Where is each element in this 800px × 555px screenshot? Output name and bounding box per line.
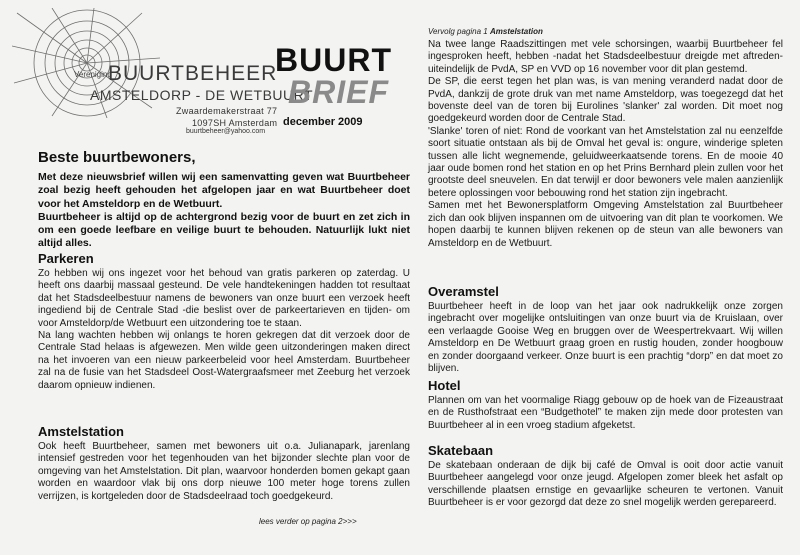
section-heading: Amstelstation: [38, 424, 124, 439]
intro-block: [38, 171, 410, 251]
section-paragraph: Na twee lange Raadszittingen met vele schorsingen, waarbij Buurtbeheer fel ingesproken heeft, hebben -nadat het Stadsdeelbestuur dreigde met aftreden- uiteindelijk de PvdA, SP en VVD op 16 november voor dit plan gestemd.: [428, 39, 783, 75]
address-city: 1097SH Amsterdam: [192, 118, 278, 128]
continued-label-text: Vervolg pagina 1: [428, 27, 488, 36]
section-heading: Overamstel: [428, 284, 499, 299]
section-paragraph: 'Slanke' toren of niet: Rond de voorkant van het Amstelstation zal nu eenzelfde soort situatie ontstaan als bij de Omval het geval is: ongure, winderige spleten tussen alle licht wegnemende, geluidweerkaatsende torens. En de mooie 40 jaar oude bomen rond het station en op het Prins Bernhard plein zullen voor het grootste deel sneuvelen. En dat terwijl er door bewoners vele malen aanzienlijk betere oplossingen voor bebouwing rond het station zijn ingebracht.: [428, 125, 783, 199]
section-paragraph: Buurtbeheer heeft in de loop van het jaar ook nadrukkelijk onze zorgen ingebracht over mogelijke ontsluitingen van onze buurt via de Kruislaan, over een verlaagde Gooise Weg en bruggen over de Weespertrekvaart. Wij willen Amsteldorp en De Wetbuurt graag groen en rustig houden, zonder hoogbouw en zonder doorgaand verkeer. Onze buurt is een prachtig “dorp” en dat moet zo blijven.: [428, 301, 783, 375]
newsletter-title-line1: BUURT: [275, 42, 392, 78]
org-small-label: Vereniging: [74, 70, 112, 79]
newsletter-title-line2: BRIEF: [288, 74, 389, 110]
section-paragraph: Zo hebben wij ons ingezet voor het behoud van gratis parkeren op zaterdag. U heeft ons daarbij massaal gesteund. De vele handtekeningen hadden tot resultaat dat het Stadsdeelbestuur namens de bewoners van onze buurt een verzoek heeft ingediend bij de Centrale Stad -die beslist over de parkeertarieven en tijden- om voor Amsteldorp/de Wetbuurt een uitzondering toe te staan.: [38, 268, 410, 329]
org-subtitle: AMSTELDORP - DE WETBUURT: [90, 87, 314, 103]
org-name: BUURTBEHEER: [108, 62, 278, 85]
masthead: [0, 0, 410, 150]
continued-label: [428, 27, 543, 36]
continue-on-page-2-note: lees verder op pagina 2>>>: [259, 517, 357, 526]
section-amstelstation-continued: [428, 39, 783, 250]
section-heading: Hotel: [428, 378, 461, 393]
section-parkeren: [38, 251, 410, 392]
section-paragraph: Na lang wachten hebben wij onlangs te horen gekregen dat dit verzoek door de Centrale Stad helaas is afgewezen. Men wilde geen uitzonderingen maken direct na het invoeren van een nieuw parkeerbeleid voor heel Amsterdam. Buurtbeheer zal na de fusie van het Stadsdeel Oost-Watergraafsmeer met Zeeburg het verzoek daarom opnieuw indienen.: [38, 330, 410, 391]
section-paragraph: Ook heeft Buurtbeheer, samen met bewoners uit o.a. Julianapark, jarenlang intensief gestreden voor het tegenhouden van het bijzonder slechte plan voor de omgeving van het Amstelstation. Dit plan, waarvoor honderden bomen gekapt gaan worden en waardoor vlak bij ons dorp nieuwe 100 meter hoge torens zullen verrijzen, is kortgeleden door de Stadsdeelraad toch goedgekeurd.: [38, 441, 410, 502]
continued-label-topic: Amstelstation: [489, 27, 543, 36]
address-street: Zwaardemakerstraat 77: [176, 106, 278, 116]
section-amstelstation: [38, 424, 410, 503]
section-paragraph: Plannen om van het voormalige Riagg gebouw op de hoek van de Fizeaustraat en de Rusthofstraat een “Budgethotel” te maken zijn mede door protesten van Buurtbeheer al in een vroeg stadium afgeketst.: [428, 395, 783, 431]
section-paragraph: Samen met het Bewonersplatform Omgeving Amstelstation zal Buurtbeheer zich dan ook blijven inspannen om de uitvoering van dit plan te voorkomen. We hopen daarbij te kunnen blijven rekenen op de steun van alle bewoners van Amsteldorp en de Wetbuurt.: [428, 200, 783, 249]
section-paragraph: De SP, die eerst tegen het plan was, is van mening veranderd nadat door de PvdA, dankzij de grote druk van met name Amsteldorp, was toegezegd dat het bovenste deel van de toren bij Eurolines 'slanker' zal worden. Dit moet nog goedgekeurd worden door de Centrale Stad.: [428, 76, 783, 125]
issue-date: december 2009: [283, 116, 363, 128]
intro-paragraph-1: Met deze nieuwsbrief willen wij een samenvatting geven wat Buurtbeheer zoal bezig heeft gehouden het afgelopen jaar en wat Buurtbeheer doet voor het Amsteldorp en de Wetbuurt.: [38, 171, 410, 210]
greeting-heading: Beste buurtbewoners,: [38, 149, 196, 166]
section-skatebaan: [428, 443, 783, 510]
section-hotel: [428, 378, 783, 432]
section-paragraph: De skatebaan onderaan de dijk bij café de Omval is ooit door actie vanuit Buurtbeheer aangelegd voor onze jeugd. Afgelopen zomer bleek het asfalt op verschillende plaatsen ernstige en gevaarlijke scheuren te vertonen. Vanuit Buurtbeheer is er voor gezorgd dat deze zo snel mogelijk werden gerepareerd.: [428, 460, 783, 509]
intro-paragraph-2: Buurtbeheer is altijd op de achtergrond bezig voor de buurt en zet zich in om een goede leefbare en veilige buurt te behouden. Natuurlijk lukt niet altijd alles.: [38, 210, 410, 250]
section-heading: Parkeren: [38, 251, 94, 266]
contact-email: buurtbeheer@yahoo.com: [186, 128, 266, 135]
section-heading: Skatebaan: [428, 443, 494, 458]
section-overamstel: [428, 284, 783, 375]
